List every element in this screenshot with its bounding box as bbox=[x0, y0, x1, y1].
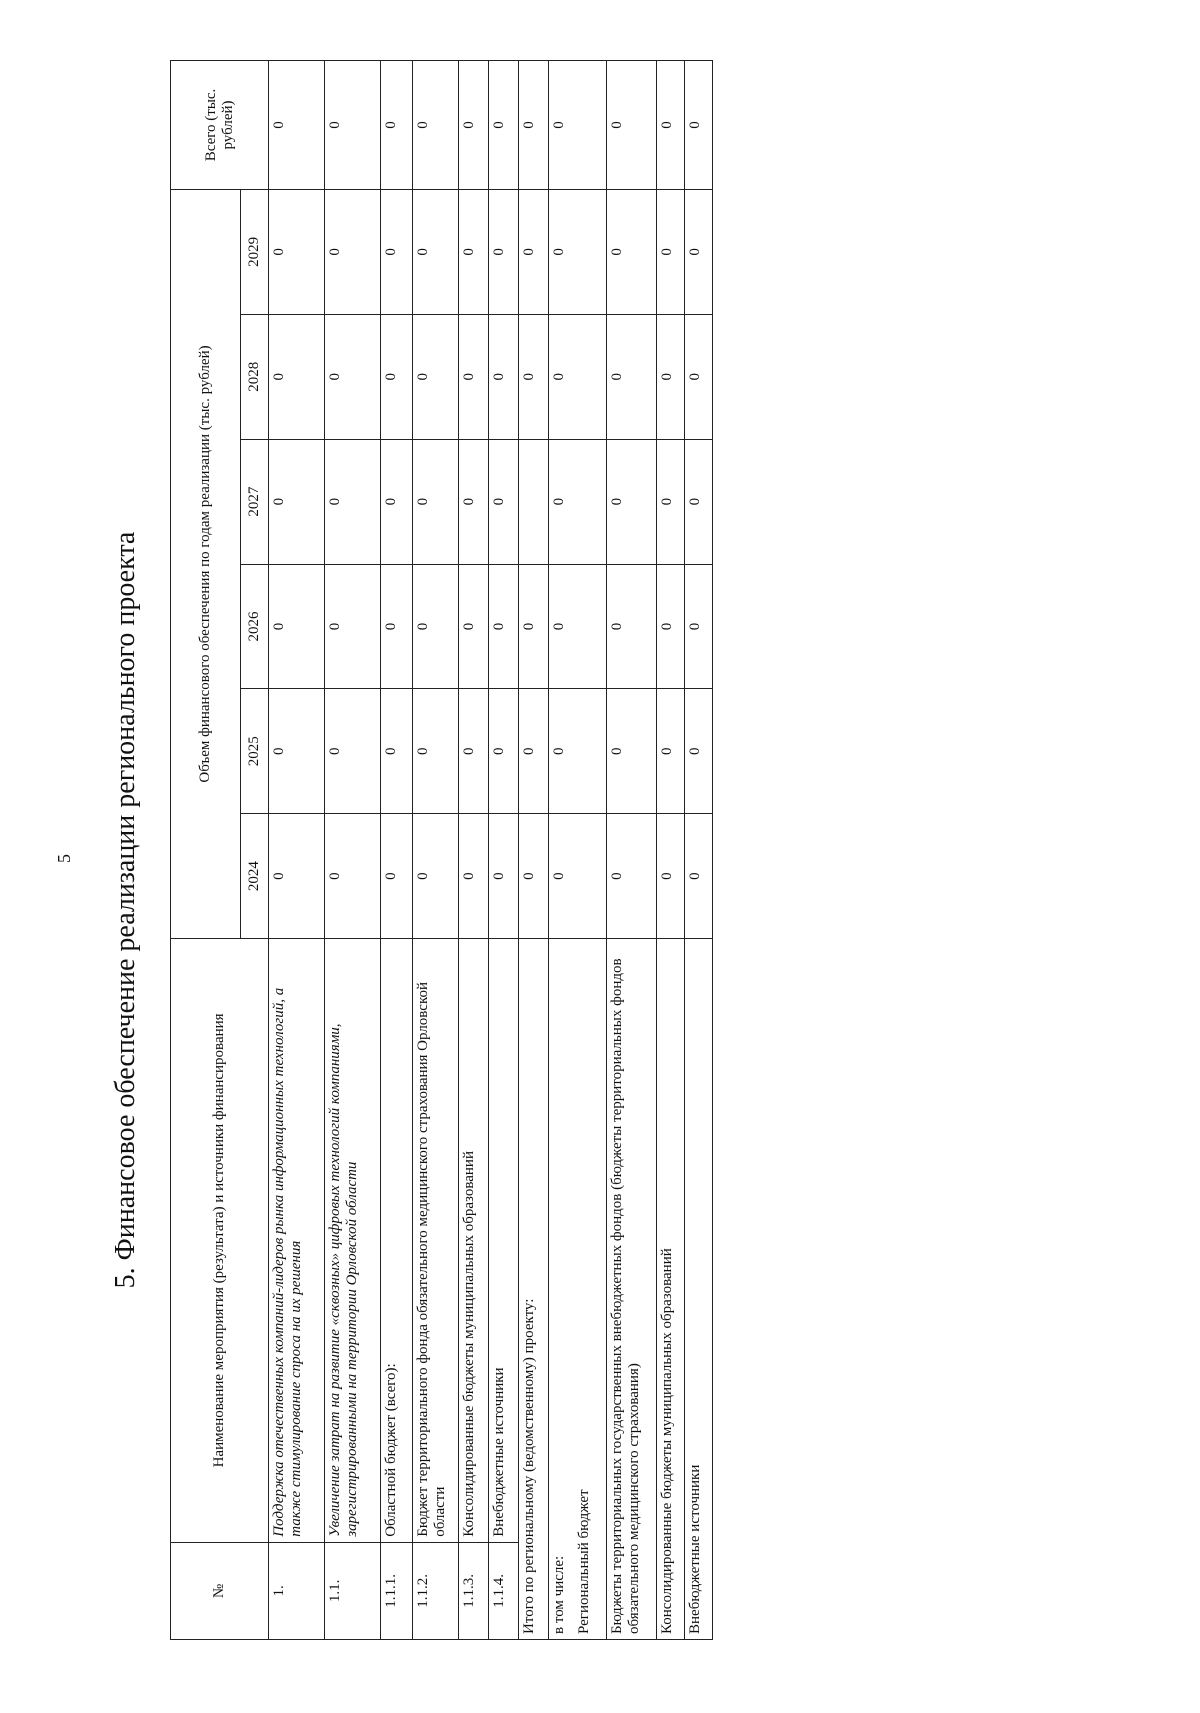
total-row bbox=[685, 61, 713, 1640]
total-row bbox=[607, 61, 657, 1640]
row-value: 0 bbox=[325, 689, 381, 814]
row-value: 0 bbox=[413, 189, 459, 314]
row-value: 0 bbox=[459, 814, 489, 939]
page-title: 5. Финансовое обеспечение реализации регионального проекта bbox=[110, 531, 141, 1289]
row-value: 0 bbox=[413, 564, 459, 689]
total-row-name: Консолидированные бюджеты муниципальных образований bbox=[657, 939, 685, 1640]
table-row bbox=[489, 61, 519, 1640]
header-total: Всего (тыс. рублей) bbox=[171, 61, 269, 190]
total-row-name: Итого по региональному (ведомственному) проекту: bbox=[519, 939, 549, 1640]
row-value: 0 bbox=[381, 314, 413, 439]
row-name: Бюджет территориального фонда обязательного медицинского страхования Орловской области bbox=[413, 939, 459, 1543]
row-total: 0 bbox=[657, 61, 685, 190]
row-value: 0 bbox=[459, 564, 489, 689]
header-year: 2026 bbox=[241, 564, 269, 689]
row-value: 0 bbox=[657, 814, 685, 939]
row-value: 0 bbox=[489, 814, 519, 939]
row-value: 0 bbox=[381, 814, 413, 939]
row-value: 0 bbox=[549, 314, 607, 439]
row-value: 0 bbox=[549, 189, 607, 314]
row-value: 0 bbox=[549, 814, 607, 939]
row-number: 1.1.4. bbox=[489, 1542, 519, 1639]
header-no: № bbox=[171, 1542, 269, 1639]
table-row bbox=[459, 61, 489, 1640]
header-year: 2025 bbox=[241, 689, 269, 814]
row-value: 0 bbox=[489, 439, 519, 564]
row-value: 0 bbox=[685, 189, 713, 314]
total-row-name: Внебюджетные источники bbox=[685, 939, 713, 1640]
header-years-group: Объем финансового обеспечения по годам реализации (тыс. рублей) bbox=[171, 189, 241, 938]
row-value: 0 bbox=[607, 564, 657, 689]
row-value: 0 bbox=[685, 814, 713, 939]
row-value: 0 bbox=[519, 189, 549, 314]
row-value: 0 bbox=[413, 314, 459, 439]
total-row bbox=[519, 61, 549, 1640]
row-value: 0 bbox=[657, 189, 685, 314]
row-value: 0 bbox=[607, 189, 657, 314]
row-value: 0 bbox=[381, 689, 413, 814]
row-value: 0 bbox=[381, 564, 413, 689]
row-value: 0 bbox=[519, 689, 549, 814]
row-value: 0 bbox=[381, 189, 413, 314]
row-total: 0 bbox=[607, 61, 657, 190]
row-value: 0 bbox=[519, 564, 549, 689]
row-value: 0 bbox=[413, 814, 459, 939]
page-number: 5 bbox=[54, 854, 74, 863]
row-value: 0 bbox=[489, 189, 519, 314]
table-row bbox=[269, 61, 325, 1640]
row-value: 0 bbox=[459, 314, 489, 439]
row-name: Увеличение затрат на развитие «сквозных» цифровых технологий компаниями, зарегистрированными на территории Орловской области bbox=[325, 939, 381, 1543]
row-value: 0 bbox=[269, 314, 325, 439]
header-year: 2029 bbox=[241, 189, 269, 314]
row-value: 0 bbox=[549, 689, 607, 814]
row-name: Консолидированные бюджеты муниципальных образований bbox=[459, 939, 489, 1543]
row-value: 0 bbox=[325, 564, 381, 689]
row-total: 0 bbox=[519, 61, 549, 190]
row-total: 0 bbox=[381, 61, 413, 190]
row-total: 0 bbox=[269, 61, 325, 190]
header-year: 2027 bbox=[241, 439, 269, 564]
total-row bbox=[657, 61, 685, 1640]
row-total: 0 bbox=[549, 61, 607, 190]
row-number: 1. bbox=[269, 1542, 325, 1639]
row-number: 1.1. bbox=[325, 1542, 381, 1639]
row-value: 0 bbox=[413, 439, 459, 564]
header-name: Наименование мероприятия (результата) и источники финансирования bbox=[171, 939, 269, 1543]
total-row-label: в том числе: bbox=[551, 1555, 567, 1634]
row-total: 0 bbox=[459, 61, 489, 190]
table-row bbox=[381, 61, 413, 1640]
total-row-sublabel: Региональный бюджет bbox=[576, 1489, 592, 1634]
row-name: Внебюджетные источники bbox=[489, 939, 519, 1543]
row-number: 1.1.2. bbox=[413, 1542, 459, 1639]
row-total: 0 bbox=[325, 61, 381, 190]
financing-table bbox=[170, 60, 713, 1640]
rotated-page bbox=[110, 60, 1110, 1640]
row-value: 0 bbox=[381, 439, 413, 564]
row-number: 1.1.1. bbox=[381, 1542, 413, 1639]
row-value: 0 bbox=[685, 689, 713, 814]
row-value: 0 bbox=[269, 189, 325, 314]
row-value: 0 bbox=[325, 814, 381, 939]
row-value: 0 bbox=[413, 689, 459, 814]
row-value: 0 bbox=[269, 564, 325, 689]
row-value: 0 bbox=[325, 189, 381, 314]
table-row bbox=[325, 61, 381, 1640]
row-total: 0 bbox=[489, 61, 519, 190]
row-value: 0 bbox=[519, 814, 549, 939]
row-value: 0 bbox=[489, 564, 519, 689]
row-value: 0 bbox=[459, 189, 489, 314]
row-value: 0 bbox=[459, 439, 489, 564]
row-value: 0 bbox=[607, 439, 657, 564]
row-value: 0 bbox=[607, 689, 657, 814]
row-value: 0 bbox=[685, 314, 713, 439]
total-row-name: Бюджеты территориальных государственных внебюджетных фондов (бюджеты территориальных фондов обязательного медицинского страхования) bbox=[607, 939, 657, 1640]
row-value: 0 bbox=[657, 314, 685, 439]
row-value bbox=[519, 439, 549, 564]
row-total: 0 bbox=[685, 61, 713, 190]
row-value: 0 bbox=[657, 439, 685, 564]
row-value: 0 bbox=[549, 564, 607, 689]
header-year: 2028 bbox=[241, 314, 269, 439]
table-row bbox=[413, 61, 459, 1640]
row-value: 0 bbox=[549, 439, 607, 564]
row-total: 0 bbox=[413, 61, 459, 190]
row-value: 0 bbox=[489, 314, 519, 439]
row-value: 0 bbox=[489, 689, 519, 814]
header-year: 2024 bbox=[241, 814, 269, 939]
row-value: 0 bbox=[685, 439, 713, 564]
row-value: 0 bbox=[269, 689, 325, 814]
row-value: 0 bbox=[607, 314, 657, 439]
row-value: 0 bbox=[269, 439, 325, 564]
row-name: Областной бюджет (всего): bbox=[381, 939, 413, 1543]
total-row-name bbox=[549, 939, 607, 1640]
total-row bbox=[549, 61, 607, 1640]
row-value: 0 bbox=[657, 689, 685, 814]
row-value: 0 bbox=[607, 814, 657, 939]
row-value: 0 bbox=[519, 314, 549, 439]
row-value: 0 bbox=[459, 689, 489, 814]
row-value: 0 bbox=[657, 564, 685, 689]
row-number: 1.1.3. bbox=[459, 1542, 489, 1639]
row-value: 0 bbox=[269, 814, 325, 939]
row-value: 0 bbox=[325, 314, 381, 439]
row-value: 0 bbox=[685, 564, 713, 689]
row-name: Поддержка отечественных компаний-лидеров рынка информационных технологий, а также стимулирование спроса на их решения bbox=[269, 939, 325, 1543]
row-value: 0 bbox=[325, 439, 381, 564]
